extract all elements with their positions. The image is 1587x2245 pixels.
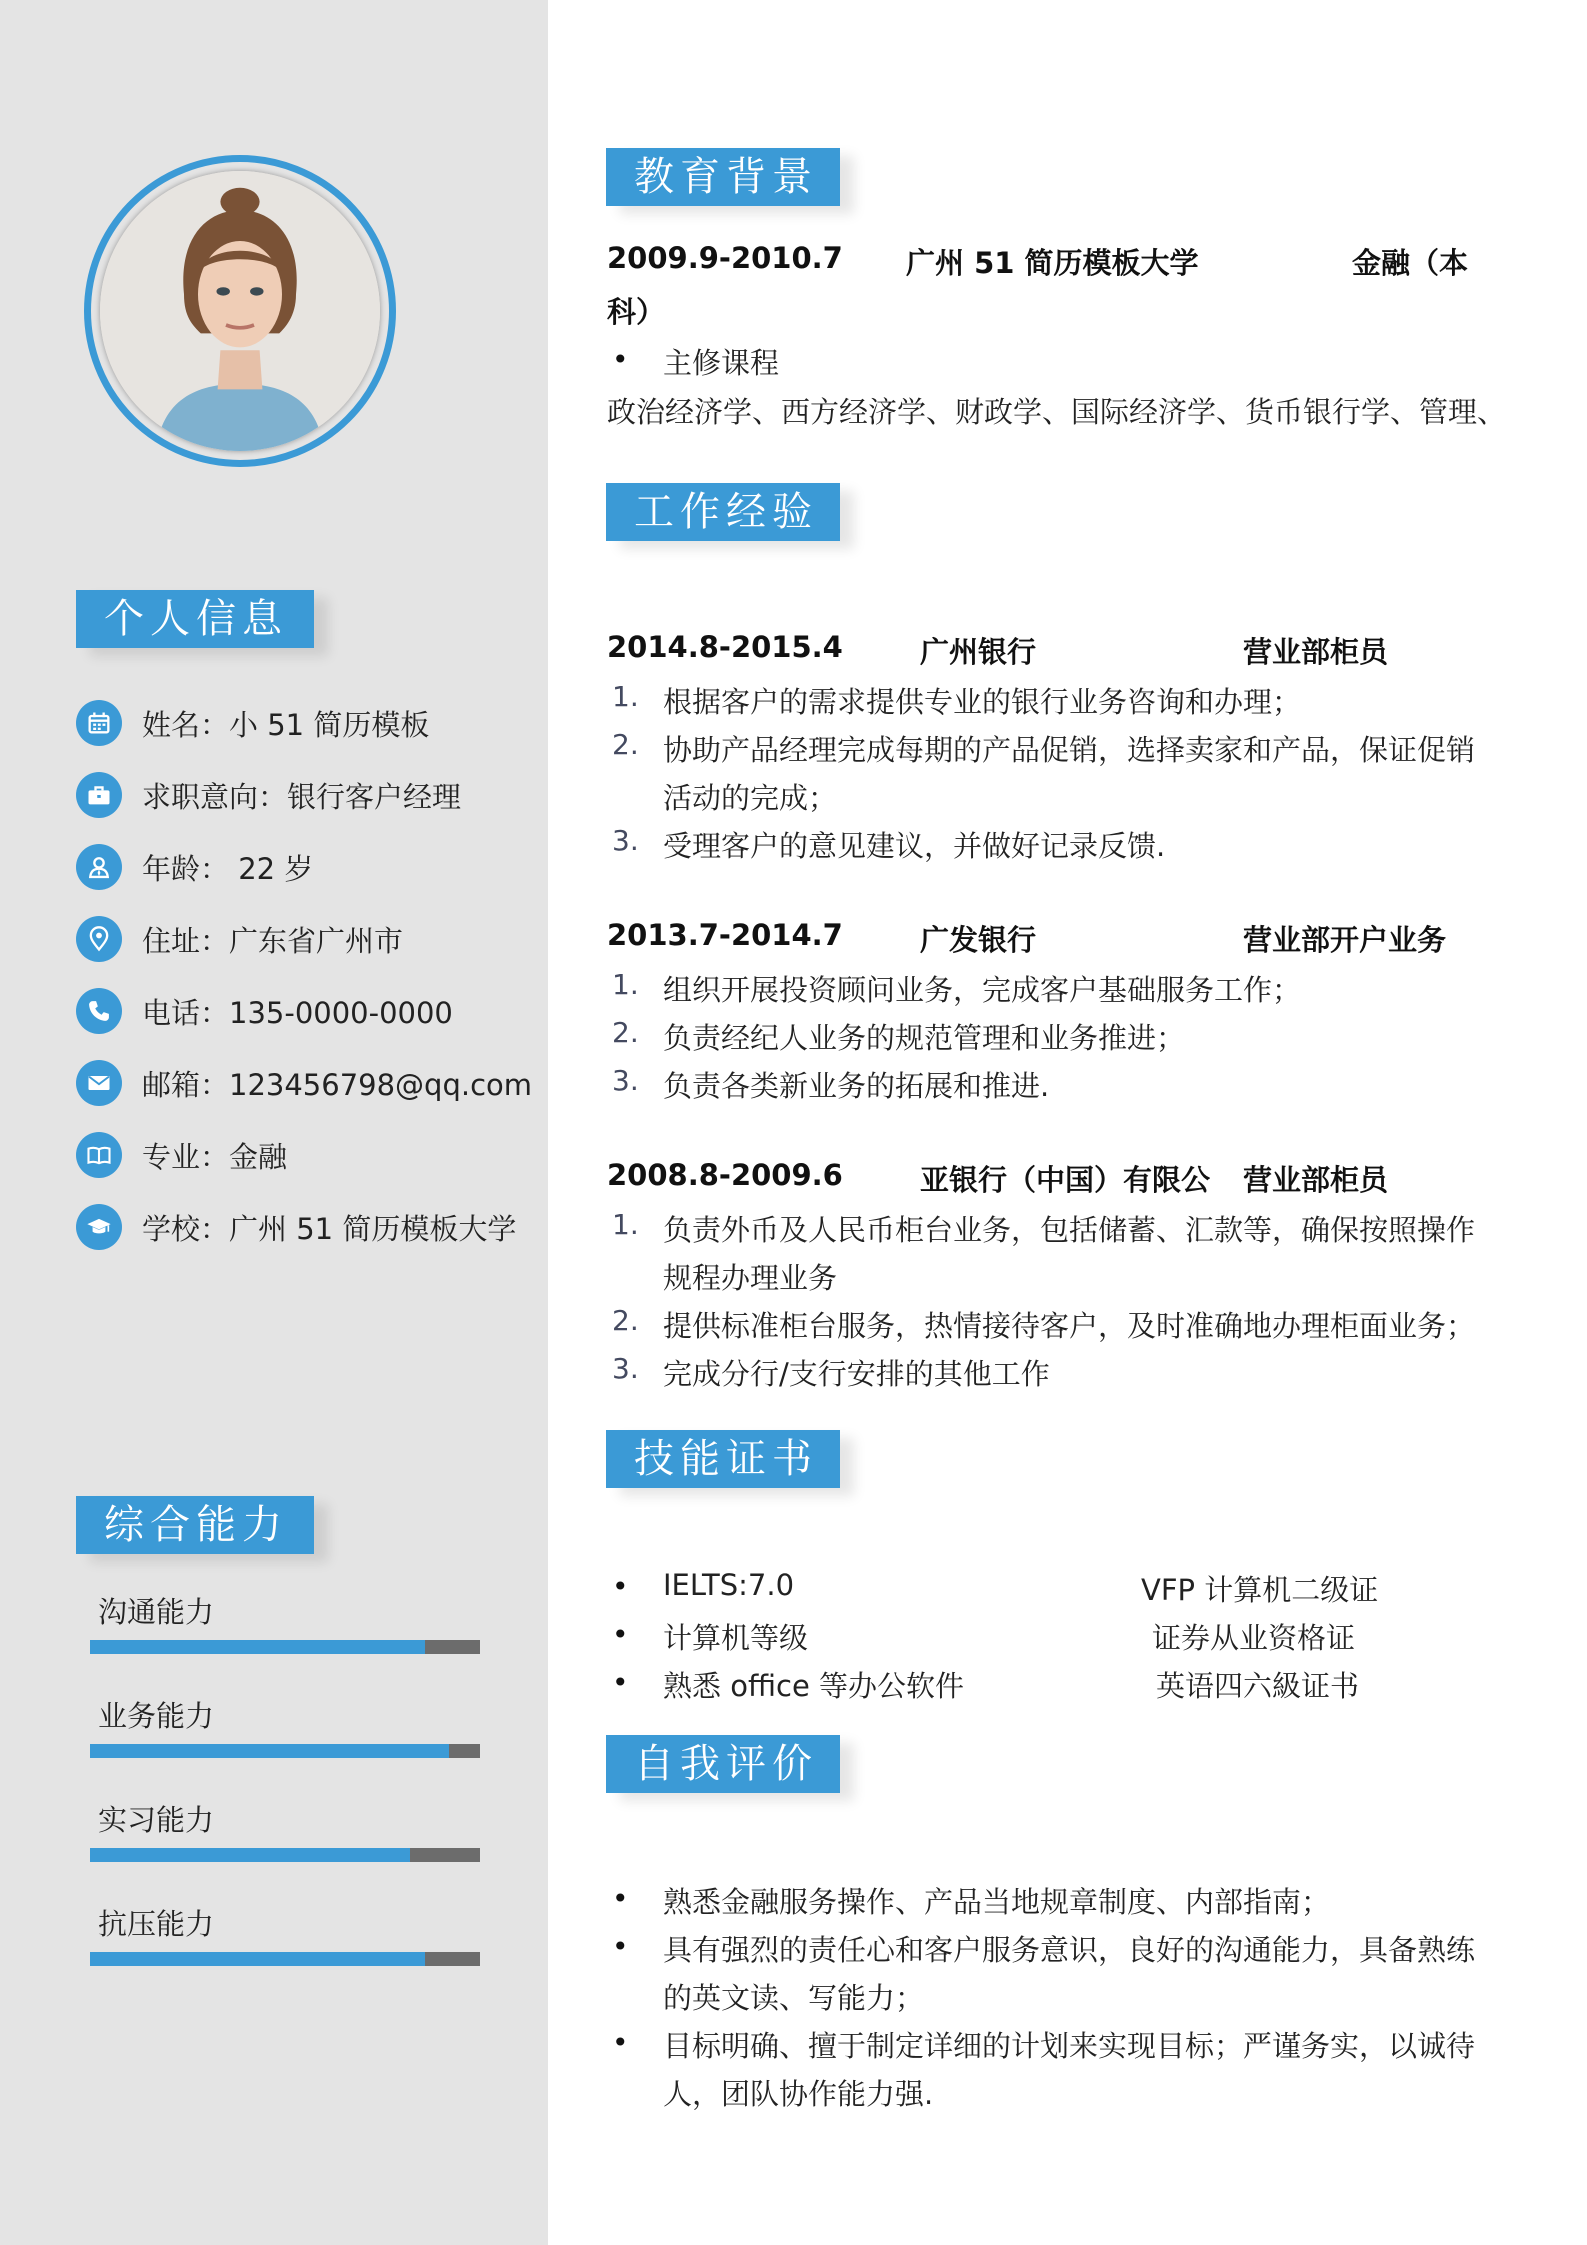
mail-icon <box>76 1060 122 1106</box>
job-duty: 协助产品经理完成每期的产品促销，选择卖家和产品，保证促销 <box>663 733 1476 767</box>
list-number: 3. <box>612 1064 639 1097</box>
list-number: 2. <box>612 728 639 761</box>
course-list: 政治经济学、西方经济学、财政学、国际经济学、货币银行学、管理、 <box>607 395 1507 429</box>
info-school-text: 学校：广州 51 简历模板大学 <box>142 1211 517 1246</box>
location-pin-icon <box>76 916 122 962</box>
job-duty: 组织开展投资顾问业务，完成客户基础服务工作； <box>663 973 1302 1007</box>
list-number: 2. <box>612 1304 639 1337</box>
profile-photo <box>100 171 380 451</box>
ability-label: 业务能力 <box>98 1699 215 1733</box>
list-number: 3. <box>612 1352 639 1385</box>
info-email <box>76 1060 532 1106</box>
ability-label: 抗压能力 <box>98 1907 215 1941</box>
info-address-text: 住址：广东省广州市 <box>142 923 404 958</box>
education-title: 教育背景 <box>606 148 840 206</box>
list-number: 3. <box>612 824 639 857</box>
education-period: 2009.9-2010.7 <box>607 241 843 275</box>
education-major: 金融（本 <box>1352 246 1469 280</box>
job-role: 营业部柜员 <box>1243 1163 1389 1197</box>
self-eval-item: 具有强烈的责任心和客户服务意识，良好的沟通能力，具备熟练 <box>663 1933 1476 1967</box>
info-age <box>76 844 313 890</box>
book-icon <box>76 1132 122 1178</box>
info-age-text: 年龄： 22 岁 <box>142 851 314 886</box>
skills-title: 技能证书 <box>606 1430 840 1488</box>
phone-icon <box>76 988 122 1034</box>
ability-bar <box>90 1744 480 1758</box>
education-school: 广州 51 简历模板大学 <box>906 246 1199 280</box>
education-major-cont: 科） <box>607 295 666 329</box>
skill-cert: VFP 计算机二级证 <box>1141 1573 1379 1607</box>
user-icon <box>76 844 122 890</box>
job-duty-cont: 活动的完成； <box>663 781 838 815</box>
graduation-cap-icon <box>76 1204 122 1250</box>
info-email-text: 邮箱：123456798@qq.com <box>142 1067 533 1102</box>
job-period: 2014.8-2015.4 <box>607 630 843 664</box>
skill-cert: 证券从业资格证 <box>1152 1621 1356 1655</box>
job-duty: 受理客户的意见建议，并做好记录反馈. <box>663 829 1166 863</box>
ability-fill <box>90 1640 425 1654</box>
info-job-intention <box>76 772 461 818</box>
job-duty: 负责外币及人民币柜台业务，包括储蓄、汇款等，确保按照操作 <box>663 1213 1476 1247</box>
info-address <box>76 916 403 962</box>
job-duty: 负责各类新业务的拓展和推进. <box>663 1069 1050 1103</box>
list-number: 2. <box>612 1016 639 1049</box>
info-job-intention-text: 求职意向：银行客户经理 <box>142 779 462 814</box>
skill-cert: 计算机等级 <box>663 1621 809 1655</box>
course-bullet-label: 主修课程 <box>663 346 780 380</box>
self-eval-item: 熟悉金融服务操作、产品当地规章制度、内部指南； <box>663 1885 1331 1919</box>
bullet-dot: • <box>612 1882 629 1915</box>
bullet-dot: • <box>612 1666 629 1699</box>
job-duty: 提供标准柜台服务，热情接待客户，及时准确地办理柜面业务； <box>663 1309 1476 1343</box>
skill-cert: IELTS:7.0 <box>663 1568 795 1602</box>
list-number: 1. <box>612 968 639 1001</box>
info-major <box>76 1132 287 1178</box>
briefcase-icon <box>76 772 122 818</box>
ability-label: 沟通能力 <box>98 1595 215 1629</box>
info-major-text: 专业：金融 <box>142 1139 288 1174</box>
job-company: 广州银行 <box>920 635 1037 669</box>
job-duty: 负责经纪人业务的规范管理和业务推进； <box>663 1021 1186 1055</box>
bullet-dot: • <box>612 1570 629 1603</box>
bullet-dot: • <box>612 343 629 376</box>
job-company: 广发银行 <box>920 923 1037 957</box>
job-company: 亚银行（中国）有限公 <box>920 1163 1211 1197</box>
self-eval-item-cont: 人，团队协作能力强. <box>663 2077 934 2111</box>
info-name <box>76 700 429 746</box>
job-period: 2013.7-2014.7 <box>607 918 843 952</box>
ability-bar <box>90 1848 480 1862</box>
job-duty: 根据客户的需求提供专业的银行业务咨询和办理； <box>663 685 1302 719</box>
list-number: 1. <box>612 680 639 713</box>
list-number: 1. <box>612 1208 639 1241</box>
calendar-icon <box>76 700 122 746</box>
job-duty-cont: 规程办理业务 <box>663 1261 838 1295</box>
job-period: 2008.8-2009.6 <box>607 1158 843 1192</box>
info-phone-text: 电话：135-0000-0000 <box>142 995 453 1030</box>
job-role: 营业部柜员 <box>1243 635 1389 669</box>
job-role: 营业部开户业务 <box>1243 923 1447 957</box>
info-school <box>76 1204 516 1250</box>
ability-bar <box>90 1640 480 1654</box>
self-eval-title: 自我评价 <box>606 1735 840 1793</box>
personal-info-title: 个人信息 <box>76 590 314 648</box>
avatar <box>84 155 396 467</box>
bullet-dot: • <box>612 1618 629 1651</box>
self-eval-item: 目标明确、擅于制定详细的计划来实现目标；严谨务实，以诚待 <box>663 2029 1476 2063</box>
self-eval-item-cont: 的英文读、写能力； <box>663 1981 925 2015</box>
abilities-title: 综合能力 <box>76 1496 314 1554</box>
work-title: 工作经验 <box>606 483 840 541</box>
ability-bar <box>90 1952 480 1966</box>
info-phone <box>76 988 453 1034</box>
ability-fill <box>90 1952 425 1966</box>
bullet-dot: • <box>612 1930 629 1963</box>
job-duty: 完成分行/支行安排的其他工作 <box>663 1357 1050 1391</box>
bullet-dot: • <box>612 2026 629 2059</box>
skill-cert: 熟悉 office 等办公软件 <box>663 1669 965 1703</box>
skill-cert: 英语四六級证书 <box>1156 1669 1360 1703</box>
info-name-text: 姓名：小 51 简历模板 <box>142 707 430 742</box>
ability-fill <box>90 1848 410 1862</box>
ability-label: 实习能力 <box>98 1803 215 1837</box>
ability-fill <box>90 1744 449 1758</box>
